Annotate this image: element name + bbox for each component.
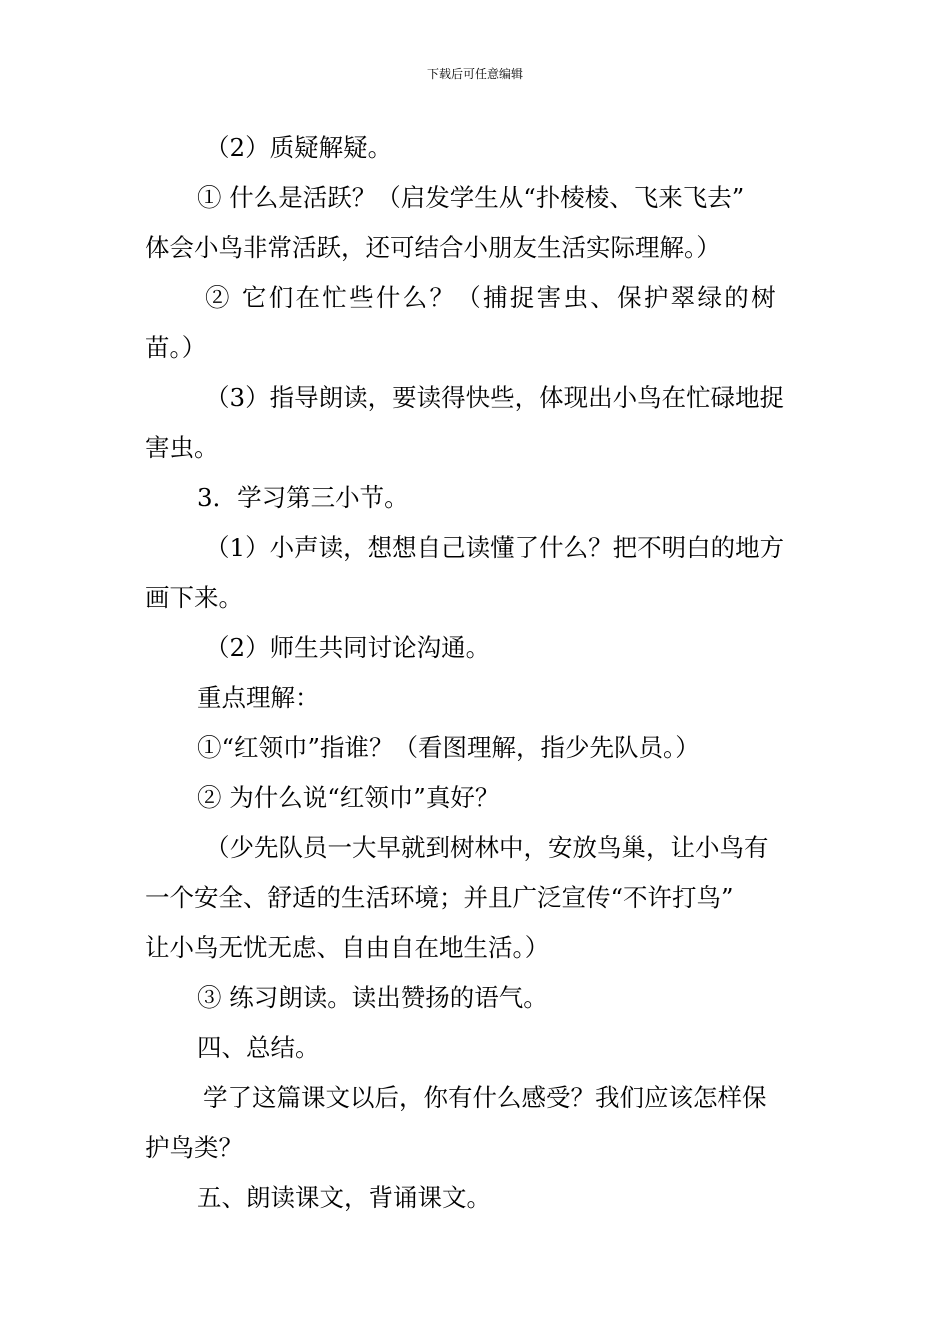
- text-line: （少先队员一大早就到树林中，安放鸟巢，让小鸟有: [205, 833, 769, 862]
- text-line: 四、总结。: [197, 1033, 320, 1062]
- text-line: （3）指导朗读，要读得快些，体现出小鸟在忙碌地捉: [205, 383, 785, 412]
- text-line: 让小鸟无忧无虑、自由自在地生活。）: [145, 933, 550, 962]
- text-line: （1）小声读，想想自己读懂了什么？把不明白的地方: [205, 533, 785, 562]
- text-line: ③ 练习朗读。读出赞扬的语气。: [197, 983, 548, 1012]
- text-line: 3．学习第三小节。: [197, 483, 409, 512]
- text-line: ② 它们在忙些什么？（捕捉害虫、保护翠绿的树: [205, 283, 778, 312]
- text-line: 五、朗读课文，背诵课文。: [197, 1183, 491, 1212]
- text-line: ① 什么是活跃？（启发学生从“扑棱棱、飞来飞去”: [197, 183, 745, 212]
- text-line: 苗。）: [145, 333, 207, 362]
- text-line: （2）质疑解疑。: [205, 133, 393, 162]
- text-line: 害虫。: [145, 433, 219, 462]
- text-line: ② 为什么说“红领巾”真好？: [197, 783, 500, 812]
- text-line: （2）师生共同讨论沟通。: [205, 633, 491, 662]
- text-line: 画下来。: [145, 583, 243, 612]
- text-line: 体会小鸟非常活跃，还可结合小朋友生活实际理解。）: [145, 233, 721, 262]
- page-header: 下载后可任意编辑: [426, 67, 523, 81]
- text-line: 一个安全、舒适的生活环境；并且广泛宣传“不许打鸟”: [145, 883, 734, 912]
- text-line: 学了这篇课文以后，你有什么感受？我们应该怎样保: [203, 1083, 767, 1112]
- text-line: ①“红领巾”指谁？（看图理解，指少先队员。）: [197, 733, 700, 762]
- text-line: 护鸟类？: [145, 1133, 243, 1162]
- text-line: 重点理解：: [197, 683, 320, 712]
